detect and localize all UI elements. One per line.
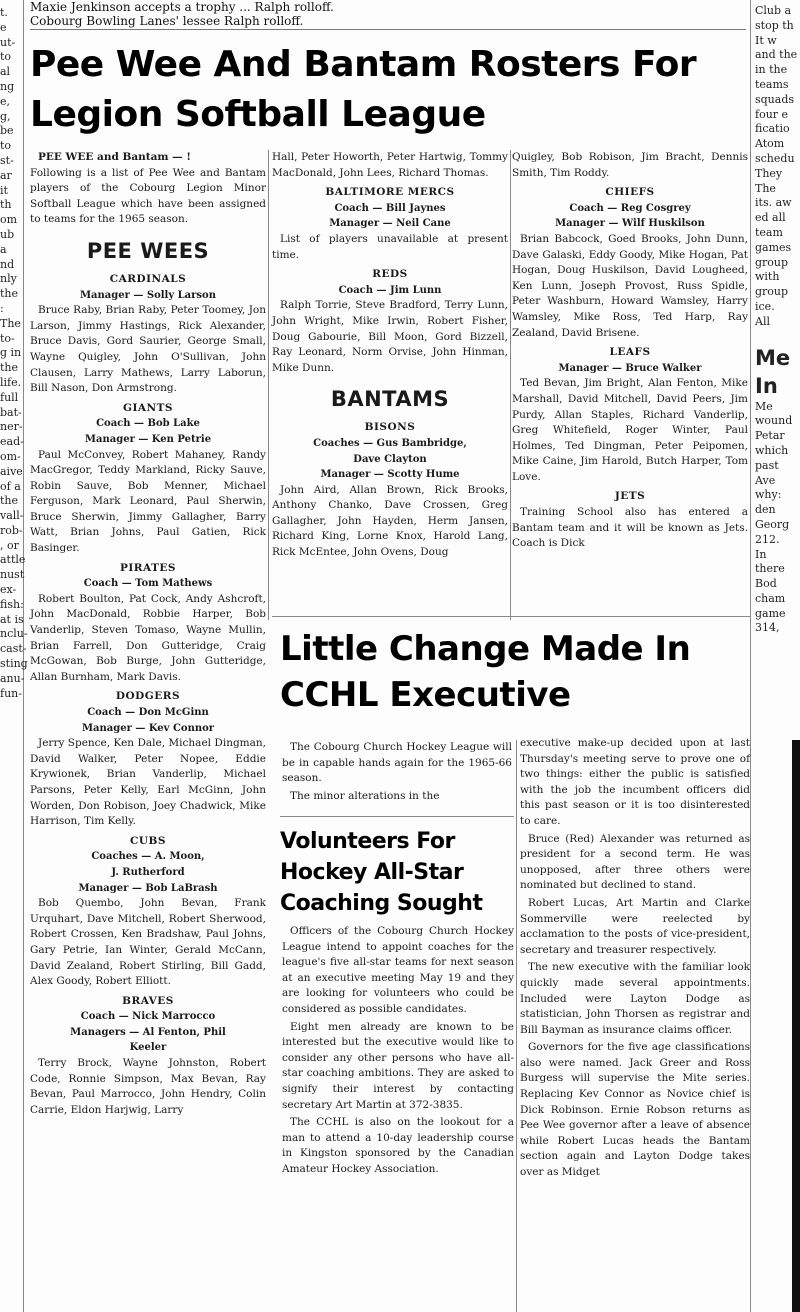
team-staff-line: Coaches — A. Moon, [91, 851, 205, 863]
fragment-line: with [755, 270, 780, 284]
fragment-line: there [755, 562, 785, 576]
team-name: CHIEFS [605, 186, 655, 199]
team-cardinals [30, 272, 266, 397]
team-staff-line: Coach — Bill Jaynes [334, 202, 446, 214]
team-name: LEAFS [609, 346, 651, 359]
fragment-line: ead- [0, 435, 24, 449]
fragment-line: cham [755, 591, 786, 605]
team-name: JETS [614, 490, 646, 503]
fragment-line: ed all [755, 211, 786, 225]
intro-paragraph: PEE WEE and Bantam — ! Following is a list of Pee Wee and Bantam players of the Cobourg Legion Minor Softball League which have been assigned to teams for the 1965 season. [30, 151, 266, 226]
continued-roster-text: Hall, Peter Howorth, Peter Hartwig, Tommy MacDonald, John Lees, Richard Thomas. [272, 151, 508, 179]
team-staff-line: Coach — Don McGinn [87, 707, 209, 718]
fragment-line: st- [0, 153, 14, 167]
fragment-line: ner- [0, 420, 23, 434]
team-name: GIANTS [122, 401, 174, 414]
fragment-line: ex- [0, 583, 17, 597]
column-rule [510, 150, 511, 620]
team-staff-line: Manager — Neil Cane [329, 218, 451, 230]
fragment-line: team [755, 225, 783, 239]
team-bisons [272, 420, 508, 560]
fragment-line: The [0, 316, 21, 330]
team-staff-line: Coaches — Gus Bambridge, [313, 437, 467, 449]
team-reds [272, 267, 508, 376]
fragment-line: stop th [755, 18, 794, 32]
fragment-line: All [755, 314, 770, 328]
previous-article-tail [30, 0, 746, 30]
fragment-line: Me [755, 399, 773, 413]
bantams-heading: BANTAMS [330, 387, 450, 412]
fragment-line: at is [0, 612, 24, 626]
roster-column-3 [512, 150, 748, 610]
fragment-line: t. [0, 6, 8, 19]
fragment-line: group [755, 255, 789, 269]
fragment-line: aive [0, 464, 23, 478]
team-name: CARDINALS [109, 272, 187, 285]
team-staff-line: Managers — Al Fenton, Phil [70, 1026, 226, 1038]
team-staff-line: Manager — Solly Larson [79, 289, 216, 301]
fragment-line: fish: [0, 597, 24, 611]
team-giants [30, 401, 266, 557]
fragment-line: nust [0, 568, 25, 582]
team-staff-line: Coach — Nick Marrocco [80, 1011, 216, 1023]
fragment-line: full [0, 390, 19, 404]
main-headline: Pee Wee And Bantam Rosters For Legion Softball League [30, 44, 697, 135]
fragment-headline-line: Me [755, 345, 791, 370]
fragment-line: nd [0, 257, 15, 271]
team-player-list: Terry Brock, Wayne Johnston, Robert Code, Ronnie Simpson, Max Bevan, Ray Bevan, Paul Marrocco, John Hendry, Colin Carrie, Eldon Harjwig, Larry [30, 1057, 266, 1116]
fragment-line: 314, [755, 621, 780, 635]
fragment-line: The [755, 181, 776, 195]
fragment-headline-line: In [755, 373, 778, 398]
fragment-line: be [0, 124, 14, 138]
volunteers-headline: Volunteers For Hockey All-Star Coaching Sought [280, 829, 483, 916]
fragment-line: games [755, 240, 792, 254]
fragment-line: to [0, 139, 12, 153]
team-player-list: List of players unavailable at present time. [272, 232, 508, 261]
fragment-line: vall- [0, 509, 24, 523]
fragment-line: Maxie Jenkinson accepts a trophy ... Ralph rolloff. [30, 0, 334, 14]
fragment-line: the [0, 494, 19, 508]
right-column-headline [755, 344, 800, 400]
team-player-list: Robert Boulton, Pat Cock, Andy Ashcroft, John MacDonald, Robbie Harper, Bob Vanderlip, Steven Tomaso, Wayne Mullin, Brian Farrell, Don Gutteridge, Craig McGowan, Bob Burge, John Gutteridge, Allan Burnham, Mark Davis. [30, 592, 266, 683]
team-staff-line: Manager — Scotty Hume [320, 469, 460, 481]
fragment-line: it [0, 183, 8, 197]
fragment-line: schedu [755, 151, 795, 165]
fragment-line: and the [755, 48, 798, 62]
team-name: PIRATES [119, 561, 176, 574]
team-staff-line: Manager — Ken Petrie [84, 433, 212, 445]
fragment-line: Cobourg Bowling Lanes' lessee Ralph rolloff. [30, 14, 304, 28]
fragment-line: life. [0, 375, 22, 389]
fragment-line: al [0, 65, 11, 79]
cchl-headline: Little Change Made In CCHL Executive [280, 629, 691, 715]
team-pirates [30, 561, 266, 686]
fragment-line: nclu- [0, 627, 28, 641]
fragment-line: Georg [755, 517, 790, 531]
team-name: BALTIMORE MERCS [325, 186, 455, 199]
team-dodgers [30, 689, 266, 829]
team-player-list: Jerry Spence, Ken Dale, Michael Dingman, David Walker, Peter Nopee, Eddie Krywionek, Brian Vanderlip, Michael Parsons, Peter Kelly, Earl McGinn, John Worden, Don Robison, Joey Chadwick, Mike Harrison, Tim Kelly. [30, 737, 266, 828]
fragment-line: om- [0, 449, 21, 463]
right-column-bottom-text [755, 400, 800, 637]
team-staff-line: Coach — Jim Lunn [338, 284, 442, 296]
cchl-story-lead: The Cobourg Church Hockey League will be in capable hands again for the 1965-66 season. The minor alterations in the [282, 741, 512, 802]
fragment-line: om [0, 213, 18, 227]
team-player-list: Training School also has entered a Bantam team and it will be known as Jets. Coach is Dick [512, 506, 748, 550]
fragment-line: to- [0, 331, 15, 345]
team-jets [512, 489, 748, 551]
fragment-line: ut- [0, 35, 16, 49]
fragment-line: Atom [755, 137, 785, 151]
fragment-line: , or [0, 538, 19, 552]
fragment-line: ficatio [755, 122, 790, 136]
fragment-line: anu- [0, 671, 25, 685]
fragment-line: of a [0, 479, 21, 493]
fragment-line: squads [755, 92, 795, 106]
fragment-line: den [755, 503, 776, 517]
section-rule [272, 616, 750, 617]
team-chiefs [512, 185, 748, 341]
team-staff-line: Coach — Tom Mathews [83, 578, 213, 590]
team-staff-line: Manager — Bruce Walker [558, 362, 702, 374]
fragment-line: : [0, 301, 4, 315]
team-name: BRAVES [122, 994, 174, 1007]
team-player-list: John Aird, Allan Brown, Rick Brooks, Anthony Chanko, Dave Crossen, Greg Gallagher, John Hayden, Herm Jansen, Richard King, Lorne Knox, Harold Lang, Rick McEntee, John Ovens, Doug [272, 483, 508, 559]
fragment-line: Bod [755, 577, 777, 591]
fragment-line: nly [0, 272, 17, 286]
team-player-list: Paul McConvey, Robert Mahaney, Randy MacGregor, Teddy Markland, Ricky Sauve, Robin Sauve, Bob Menner, Michael Ferguson, Mark Leonard, Paul Sherwin, Bruce Sherwin, Jimmy Gallagher, Barry Watt, Brian Johns, Paul Gatien, Rick Basinger. [30, 448, 266, 555]
fragment-line: Club a [755, 4, 792, 17]
team-name: CUBS [130, 834, 166, 847]
fragment-line: rob- [0, 523, 23, 537]
fragment-line: e [0, 20, 7, 34]
team-staff-line: Manager — Bob LaBrash [78, 882, 218, 894]
fragment-line: attle [0, 553, 26, 567]
team-name: REDS [372, 268, 408, 281]
fragment-line: cast- [0, 642, 27, 656]
team-cubs [30, 834, 266, 990]
team-player-list: Brian Babcock, Goed Brooks, John Dunn, Dave Galaski, Eddy Goody, Mike Hogan, Pat Hogan, Doug Huskilson, David Lougheed, Ken Lunn, Joseph Provost, Russ Spidle, Peter Washburn, Howard Wamsley, Harry Wamsley, Mike Ross, Ted Harp, Ray Zealand, David Brisene. [512, 232, 748, 339]
team-staff-line: Dave Clayton [353, 453, 427, 465]
team-name: DODGERS [115, 690, 181, 703]
team-staff-line: Manager — Wilf Huskilson [555, 218, 705, 230]
team-staff-line: Keeler [129, 1042, 167, 1054]
team-player-list: Bob Quembo, John Bevan, Frank Urquhart, Dave Mitchell, Robert Sherwood, Robert Crossen, Ken Bradshaw, Paul Johns, Gary Petrie, Ian Winter, Gerald McCann, David Zealand, Robert Stirling, Bill Gadd, Alex Goody, Robert Elliott. [30, 897, 266, 988]
team-name: BISONS [364, 421, 416, 434]
team-baltimore-mercs [272, 185, 508, 263]
fragment-line: They [755, 166, 783, 180]
fragment-line: Ave [755, 473, 776, 487]
fragment-line: ar [0, 168, 12, 182]
team-staff-line: Coach — Bob Lake [96, 418, 200, 430]
team-player-list: Ted Bevan, Jim Bright, Alan Fenton, Mike Marshall, David Mitchell, David Peers, Jim Purdy, Allan Staples, Richard Vanderlip, Greg Whitefield, Roger Winter, Paul Holmes, Ted Dingman, Peter Peipomen, Mike Caine, Jim Harold, Butch Harper, Tom Love. [512, 377, 748, 483]
left-column-fragment [0, 0, 28, 1312]
fragment-line: group [755, 285, 789, 299]
team-braves [30, 994, 266, 1119]
fragment-line: Petar [755, 429, 785, 443]
fragment-line: to [0, 50, 12, 64]
right-column-top-text [755, 4, 800, 330]
team-staff-line: Coach — Reg Cosgrey [569, 202, 691, 214]
fragment-line: ub [0, 227, 15, 241]
fragment-line: ice. [755, 299, 775, 313]
continued-roster-text: Quigley, Bob Robison, Jim Bracht, Dennis Smith, Tim Roddy. [512, 151, 748, 179]
fragment-line: wound [755, 414, 793, 428]
fragment-line: teams [755, 77, 789, 91]
team-player-list: Bruce Raby, Brian Raby, Peter Toomey, Jon Larson, Jimmy Hastings, Rick Alexander, Bruce Davis, Gord Saurier, George Small, Wayne Quigley, John O'Sullivan, John Clausen, Larry Mathews, Larry Laborun, Bill Nason, Don Armstrong. [30, 304, 266, 395]
fragment-line: g, [0, 109, 11, 123]
fragment-line: g in [0, 346, 22, 360]
pee-wees-heading: PEE WEES [86, 238, 210, 263]
volunteers-story: Officers of the Cobourg Church Hockey League intend to appoint coaches for the league's five all-star teams for next season at an executive meeting May 19 and they are looking for volunteers who could be considered as possible candidates. Eight men already are known to be interested but the executive would like to consider any other persons who have all-star coaching ambitions. They are asked to signify their interest by contacting secretary Art Martin at 372-3835. The CCHL is also on the lookout for a man to attend a 10-day leadership course in Kingston sponsored by the Canadian Amateur Hockey Association. [282, 925, 514, 1175]
fragment-line: sting [0, 657, 28, 671]
fragment-line: bat- [0, 405, 22, 419]
fragment-line: e, [0, 94, 11, 108]
fragment-line: the [0, 287, 19, 301]
roster-column-2 [272, 150, 508, 610]
fragment-line: game [755, 606, 786, 620]
roster-column-1 [30, 150, 266, 1310]
fragment-line: fun- [0, 686, 22, 700]
fragment-line: its. aw [755, 196, 792, 210]
fragment-line: in the [755, 63, 788, 77]
page-edge-shadow [792, 740, 800, 1312]
cchl-story-continued: executive make-up decided upon at last Thursday's meeting serve to prove one of two things: either the public is satisfied with the job the incumbent officers did this past season or it is too disinterested to care. Bruce (Red) Alexander was returned as president for a second term. He was unopposed, after three others were nominated but declined to stand. Robert Lucas, Art Martin and Clarke Sommerville were reelected by acclamation to the posts of vice-president, secretary and treasurer respectively. The new executive with the familiar look quickly made several appointments. Included were Layton Dodge as statistician, John Thorsen as registrar and Bill Bayman as insurance claims officer. Governors for the five age classifications also were named. Jack Greer and Ross Burgess will supervise the Mite series. Replacing Kev Connor as Novice chief is Dick Robinson. Ernie Robson returns as Pee Wee governor after a leave of absence while Robert Lucas heads the Bantam section again and Layton Dodge takes over as Midget [520, 737, 750, 1179]
fragment-line: 212. [755, 532, 780, 546]
fragment-line: In [755, 547, 767, 561]
fragment-line: th [0, 198, 12, 212]
fragment-line: which [755, 443, 789, 457]
team-staff-line: Manager — Kev Connor [81, 722, 215, 734]
fragment-line: past [755, 458, 779, 472]
fragment-line: four e [755, 107, 789, 121]
fragment-line: It w [755, 33, 777, 47]
fragment-line: why: [755, 488, 782, 502]
fragment-line: ng [0, 79, 15, 93]
team-staff-line: J. Rutherford [111, 866, 185, 878]
column-rule [268, 150, 269, 620]
fragment-line: a [0, 242, 7, 256]
fragment-line: the [0, 361, 19, 375]
team-player-list: Ralph Torrie, Steve Bradford, Terry Lunn, John Wright, Mike Irwin, Robert Fisher, Doug Gabourie, Bill Moon, Gord Bizzell, Ray Leonard, Norm Orvise, John Hinman, Mike Dunn. [272, 299, 508, 374]
team-leafs [512, 345, 748, 485]
